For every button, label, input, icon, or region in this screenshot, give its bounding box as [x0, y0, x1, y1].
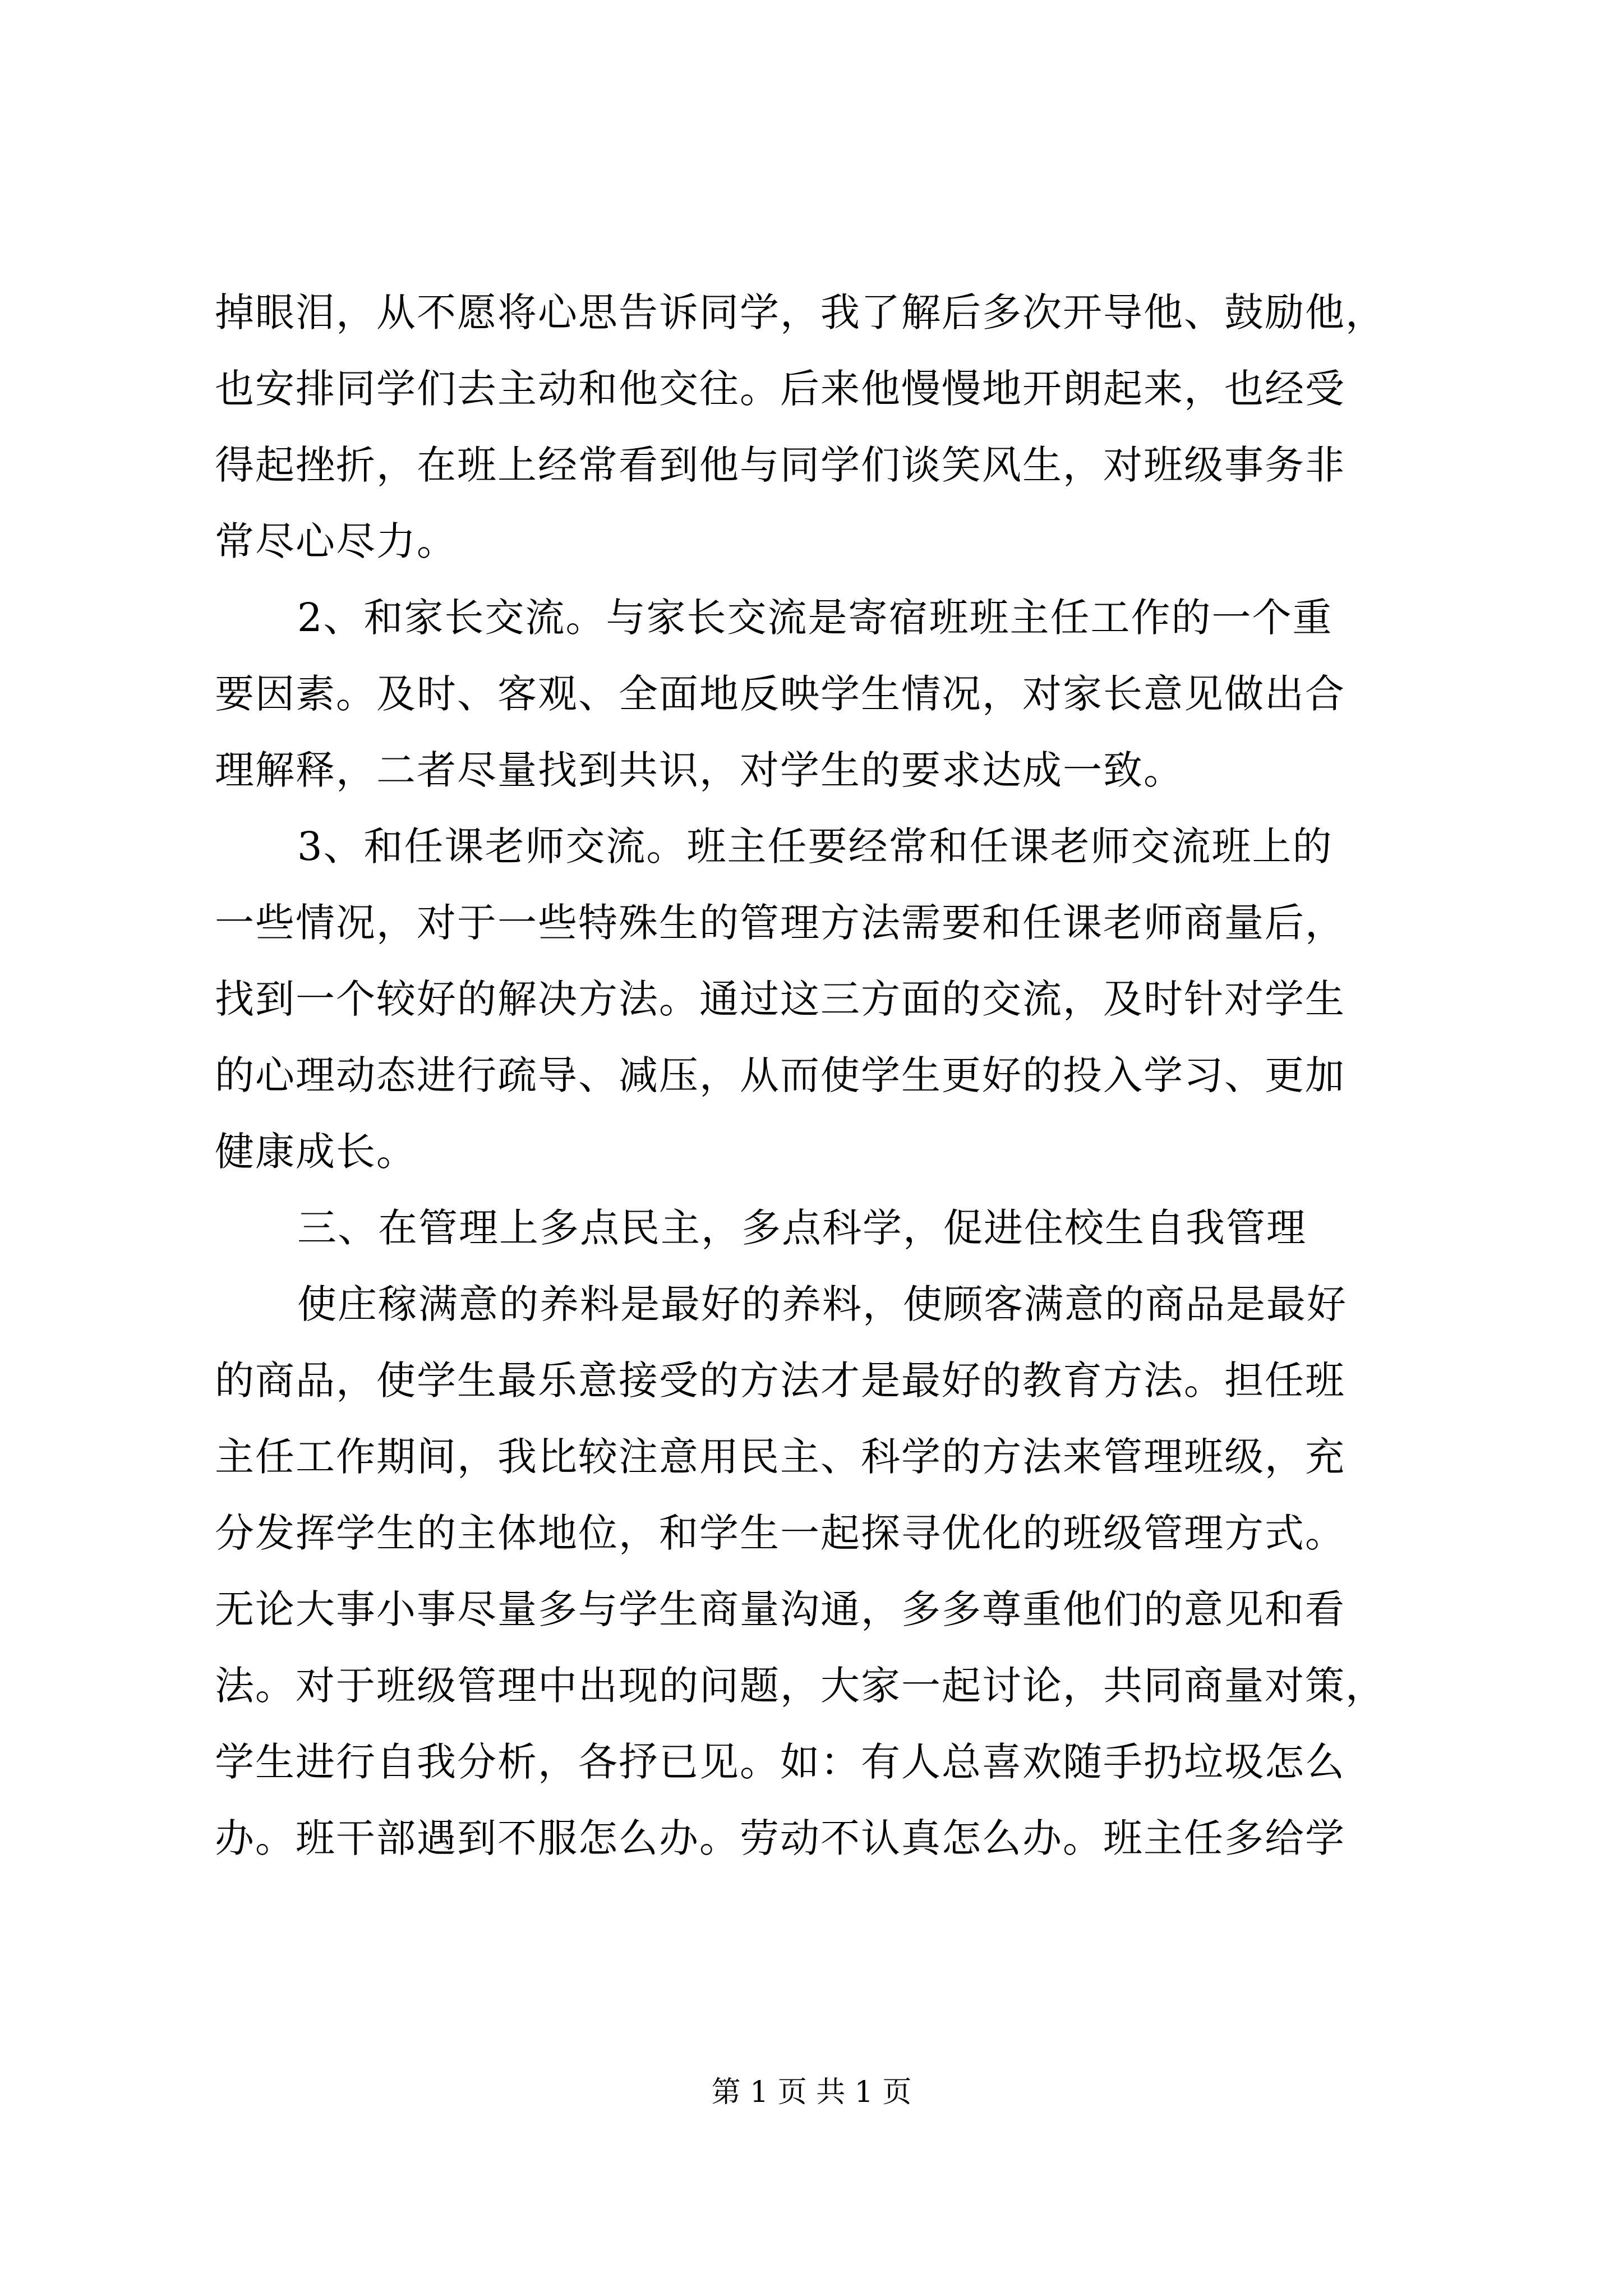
section-heading: 三、在管理上多点民主，多点科学，促进住校生自我管理 [297, 1205, 1307, 1251]
text-line: 主任工作期间，我比较注意用民主、科学的方法来管理班级，充 [215, 1434, 1345, 1480]
paragraph-start-line: 使庄稼满意的养料是最好的养料，使顾客满意的商品是最好 [297, 1281, 1347, 1327]
paragraph-start-line: 3、和任课老师交流。班主任要经常和任课老师交流班上的 [297, 823, 1333, 869]
text-line: 也安排同学们去主动和他交往。后来他慢慢地开朗起来，也经受 [215, 366, 1345, 412]
text-line: 学生进行自我分析，各抒已见。如：有人总喜欢随手扔垃圾怎么 [215, 1739, 1345, 1785]
text-line: 一些情况，对于一些特殊生的管理方法需要和任课老师商量后， [215, 900, 1345, 946]
text-line: 常尽心尽力。 [215, 518, 457, 564]
page-number-footer: 第 1 页 共 1 页 [711, 2076, 912, 2109]
text-line: 办。班干部遇到不服怎么办。劳动不认真怎么办。班主任多给学 [215, 1815, 1345, 1861]
paragraph-start-line: 2、和家长交流。与家长交流是寄宿班班主任工作的一个重 [297, 595, 1333, 641]
text-line: 健康成长。 [215, 1129, 417, 1175]
text-line: 法。对于班级管理中出现的问题，大家一起讨论，共同商量对策， [215, 1663, 1386, 1709]
text-line: 的商品，使学生最乐意接受的方法才是最好的教育方法。担任班 [215, 1358, 1345, 1404]
text-line: 找到一个较好的解决方法。通过这三方面的交流，及时针对学生 [215, 976, 1345, 1022]
text-line: 无论大事小事尽量多与学生商量沟通，多多尊重他们的意见和看 [215, 1586, 1345, 1632]
text-line: 理解释，二者尽量找到共识，对学生的要求达成一致。 [215, 747, 1184, 793]
text-line: 得起挫折，在班上经常看到他与同学们谈笑风生，对班级事务非 [215, 442, 1345, 488]
text-line: 要因素。及时、客观、全面地反映学生情况，对家长意见做出合 [215, 671, 1345, 717]
text-line: 掉眼泪，从不愿将心思告诉同学，我了解后多次开导他、鼓励他， [215, 289, 1386, 335]
text-line: 分发挥学生的主体地位，和学生一起探寻优化的班级管理方式。 [215, 1510, 1345, 1556]
text-line: 的心理动态进行疏导、减压，从而使学生更好的投入学习、更加 [215, 1052, 1345, 1098]
